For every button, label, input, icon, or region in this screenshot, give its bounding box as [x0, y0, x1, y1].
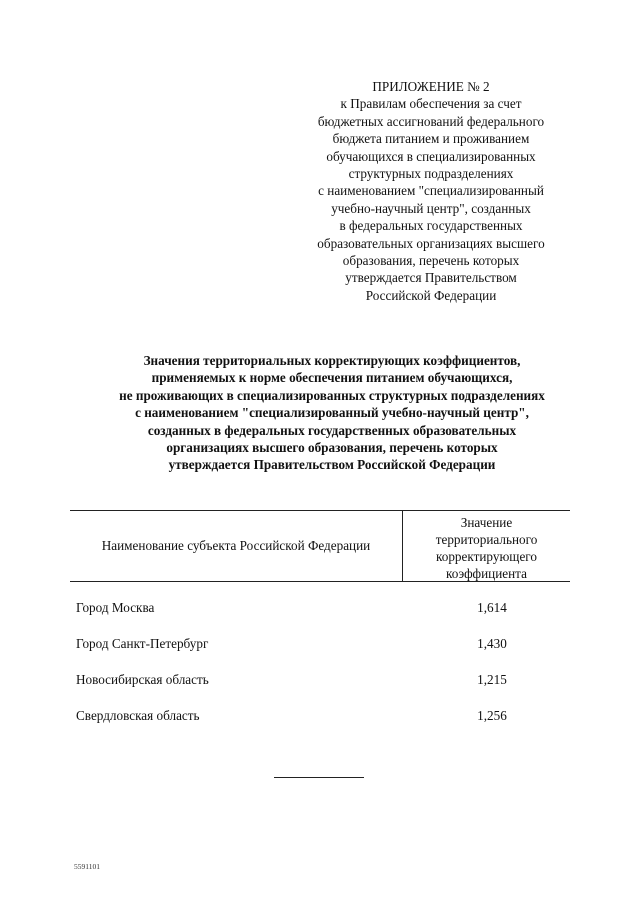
coefficient-value: 1,256 [477, 708, 507, 723]
appendix-heading: ПРИЛОЖЕНИЕ № 2 [372, 79, 490, 94]
appendix-line: бюджетных ассигнований федерального [317, 113, 545, 129]
coefficient-value: 1,215 [477, 672, 507, 687]
coefficients-table [70, 510, 570, 744]
appendix-line: бюджета питанием и проживанием [332, 131, 530, 147]
table-row [70, 708, 570, 744]
appendix-line: образовательных организациях высшего [317, 235, 545, 251]
title-line: Значения территориальных корректирующих коэффициентов, [143, 353, 521, 368]
appendix-line: в федеральных государственных [339, 218, 523, 234]
title-line: утверждается Правительством Российской Федерации [168, 457, 496, 473]
region-name: Город Москва [76, 600, 155, 615]
header-value-line: коэффициента [446, 566, 527, 581]
appendix-block [288, 78, 574, 304]
appendix-line: утверждается Правительством [345, 270, 517, 286]
header-region-name: Наименование субъекта Российской Федерации [70, 511, 403, 581]
header-value-line: корректирующего [436, 549, 537, 564]
header-coefficient-value [403, 511, 570, 581]
table-row [70, 636, 570, 672]
table-row [70, 600, 570, 636]
appendix-line: Российской Федерации [365, 287, 497, 303]
region-name: Новосибирская область [76, 672, 209, 687]
table-header [70, 511, 570, 582]
document-code: 5591101 [74, 862, 100, 871]
region-name: Свердловская область [76, 708, 200, 723]
title-line: применяемых к норме обеспечения питанием обучающихся, [151, 370, 513, 386]
appendix-line: образования, перечень которых [342, 253, 520, 269]
appendix-line: с наименованием "специализированный [318, 183, 544, 199]
appendix-line: обучающихся в специализированных [326, 148, 536, 164]
header-value-line: Значение [460, 515, 513, 530]
document-title [58, 352, 606, 474]
title-line: с наименованием "специализированный учебно-научный центр", [135, 405, 529, 421]
title-line: не проживающих в специализированных структурных подразделениях [119, 387, 545, 403]
coefficient-value: 1,430 [477, 636, 507, 651]
appendix-line: к Правилам обеспечения за счет [340, 96, 522, 112]
coefficient-value: 1,614 [477, 600, 507, 615]
table-body [70, 600, 570, 744]
table-row [70, 672, 570, 708]
title-line: организациях высшего образования, перечень которых [166, 440, 498, 456]
document-end-rule [274, 777, 364, 778]
title-line: созданных в федеральных государственных образовательных [147, 422, 517, 438]
appendix-line: учебно-научный центр", созданных [331, 200, 531, 216]
header-value-line: территориального [435, 532, 538, 547]
region-name: Город Санкт-Петербург [76, 636, 209, 651]
appendix-line: структурных подразделениях [348, 166, 514, 182]
